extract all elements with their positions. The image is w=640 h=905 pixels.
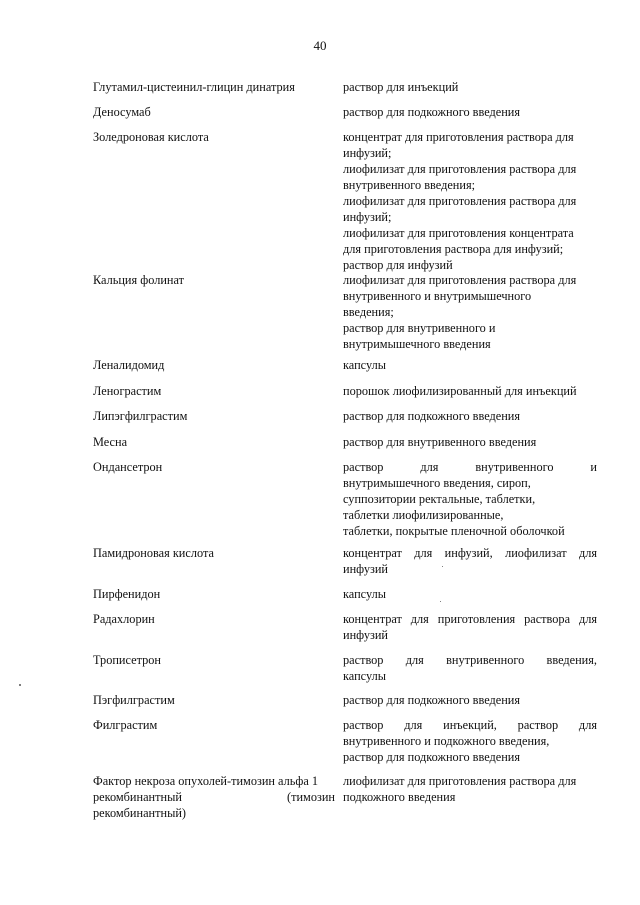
dosage-form-line: раствор для инъекций, раствор для	[343, 718, 597, 732]
drug-name-line: Фактор некроза опухолей-тимозин альфа 1	[93, 774, 319, 788]
drug-name-line: Ондансетрон	[93, 460, 163, 474]
dosage-form-line: раствор для инфузий	[343, 258, 453, 272]
drug-name-line: Леналидомид	[93, 358, 165, 372]
dosage-form-line: инфузий;	[343, 210, 392, 224]
drug-name-line: Радахлорин	[93, 612, 155, 626]
dosage-form-line: концентрат для инфузий, лиофилизат для	[343, 546, 597, 560]
drug-name	[93, 717, 335, 733]
drug-name	[93, 434, 335, 450]
dosage-form-line: концентрат для приготовления раствора для	[343, 612, 597, 626]
dosage-form-line: лиофилизат для приготовления раствора для	[343, 273, 577, 287]
drug-name	[93, 79, 335, 95]
drug-name	[93, 408, 335, 424]
dosage-form-line: раствор для внутривенного и	[343, 321, 496, 335]
dosage-form-line: таблетки, покрытые пленочной оболочкой	[343, 524, 565, 538]
drug-name-line: Пэгфилграстим	[93, 693, 175, 707]
dosage-form-line: лиофилизат для приготовления раствора для	[343, 774, 577, 788]
drug-name	[93, 692, 335, 708]
dosage-form-line: раствор для подкожного введения	[343, 105, 521, 119]
scan-speck	[19, 684, 21, 686]
drug-name	[93, 104, 335, 120]
dosage-form-line: инфузий	[343, 562, 388, 576]
dosage-form-line: лиофилизат для приготовления концентрата	[343, 226, 574, 240]
dosage-form-line: лиофилизат для приготовления раствора для	[343, 194, 577, 208]
dosage-form	[343, 717, 597, 765]
dosage-form	[343, 586, 597, 602]
drug-name	[93, 586, 335, 602]
drug-name	[93, 611, 335, 627]
dosage-form-line: раствор для внутривенного и	[343, 460, 597, 474]
dosage-form-line: раствор для внутривенного введения	[343, 435, 537, 449]
page-number: 40	[313, 38, 327, 53]
drug-name-line: рекомбинантный (тимозин	[93, 790, 335, 804]
dosage-form-line: таблетки лиофилизированные,	[343, 508, 504, 522]
dosage-form-line: капсулы	[343, 669, 386, 683]
dosage-form-line: раствор для подкожного введения	[343, 409, 521, 423]
dosage-form-line: внутримышечного введения	[343, 337, 491, 351]
dosage-form	[343, 104, 597, 120]
dosage-form	[343, 129, 597, 273]
dosage-form-line: капсулы	[343, 587, 386, 601]
dosage-form	[343, 408, 597, 424]
drug-name	[93, 773, 335, 821]
dosage-form-line: концентрат для приготовления раствора для	[343, 130, 574, 144]
dosage-form-line: раствор для подкожного введения	[343, 750, 521, 764]
drug-name-line: Пирфенидон	[93, 587, 161, 601]
scan-speck	[440, 601, 441, 602]
dosage-form	[343, 652, 597, 684]
dosage-form	[343, 773, 597, 805]
dosage-form-line: раствор для внутривенного введения,	[343, 653, 597, 667]
dosage-form-line: раствор для подкожного введения	[343, 693, 521, 707]
drug-name	[93, 652, 335, 668]
dosage-form	[343, 434, 597, 450]
drug-name	[93, 545, 335, 561]
dosage-form	[343, 383, 597, 399]
dosage-form	[343, 459, 597, 539]
dosage-form-line: внутривенного и подкожного введения,	[343, 734, 550, 748]
dosage-form	[343, 272, 597, 352]
drug-name-line: Филграстим	[93, 718, 158, 732]
drug-name	[93, 129, 335, 145]
drug-name	[93, 383, 335, 399]
drug-name-line: Деносумаб	[93, 105, 151, 119]
dosage-form-line: инфузий;	[343, 146, 392, 160]
dosage-form	[343, 357, 597, 373]
scan-speck	[442, 566, 443, 567]
dosage-form-line: раствор для инъекций	[343, 80, 459, 94]
drug-name	[93, 459, 335, 475]
dosage-form-line: введения;	[343, 305, 394, 319]
dosage-form	[343, 79, 597, 95]
dosage-form-line: капсулы	[343, 358, 386, 372]
dosage-form-line: для приготовления раствора для инфузий;	[343, 242, 564, 256]
dosage-form	[343, 545, 597, 577]
drug-name-line: Трописетрон	[93, 653, 161, 667]
dosage-form-line: внутривенного и внутримышечного	[343, 289, 532, 303]
dosage-form-line: лиофилизат для приготовления раствора для	[343, 162, 577, 176]
drug-name	[93, 357, 335, 373]
dosage-form-line: подкожного введения	[343, 790, 456, 804]
dosage-form	[343, 611, 597, 643]
dosage-form-line: внутривенного введения;	[343, 178, 476, 192]
drug-name-line: Кальция фолинат	[93, 273, 185, 287]
drug-name-line: Месна	[93, 435, 128, 449]
dosage-form-line: порошок лиофилизированный для инъекций	[343, 384, 577, 398]
drug-name-line: Ленограстим	[93, 384, 162, 398]
drug-name-line: Липэгфилграстим	[93, 409, 188, 423]
dosage-form-line: внутримышечного введения, сироп,	[343, 476, 531, 490]
drug-name-line: Золедроновая кислота	[93, 130, 209, 144]
drug-name-line: Глутамил-цистеинил-глицин динатрия	[93, 80, 295, 94]
drug-name-line: Памидроновая кислота	[93, 546, 214, 560]
dosage-form-line: инфузий	[343, 628, 388, 642]
dosage-form-line: суппозитории ректальные, таблетки,	[343, 492, 536, 506]
dosage-form	[343, 692, 597, 708]
drug-name-line: рекомбинантный)	[93, 806, 187, 820]
drug-name	[93, 272, 335, 288]
